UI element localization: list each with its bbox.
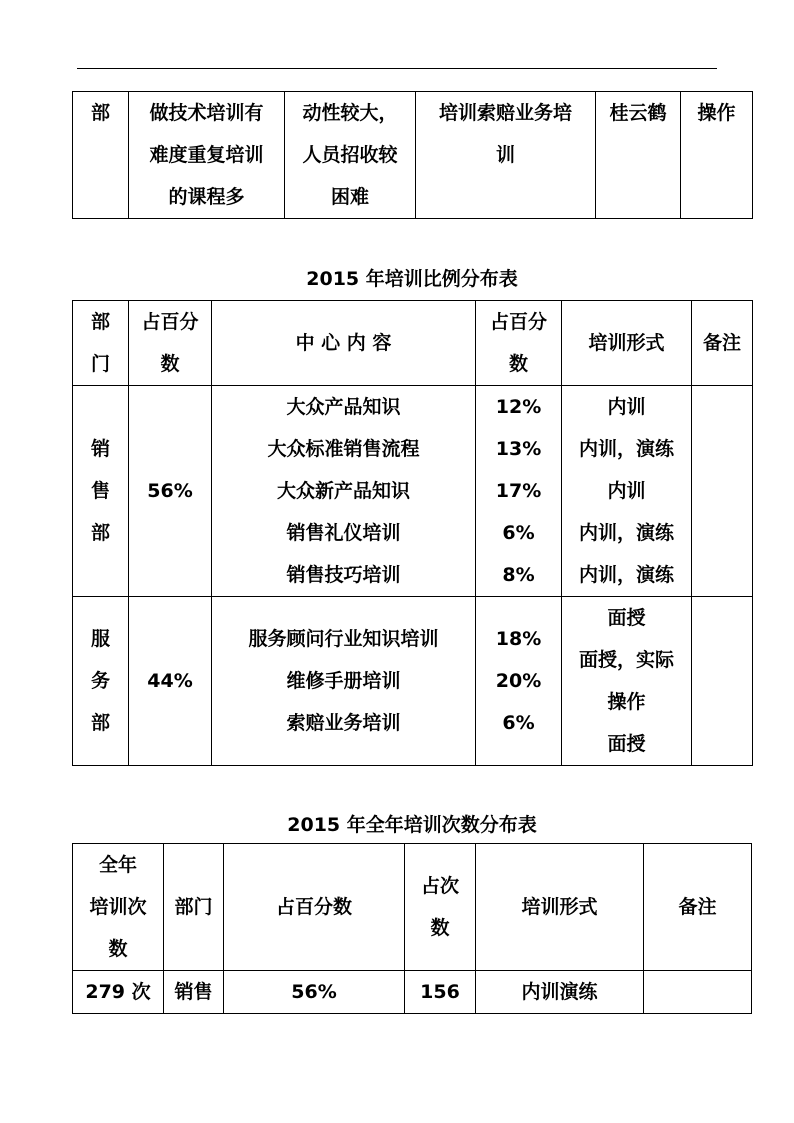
cell-lines [168,886,219,928]
pct-cell [129,597,212,766]
cell-line: 的课程多 [168,186,245,208]
cell-lines [480,618,557,744]
table-header-row [73,301,753,386]
cell-line: 面授 [607,607,646,629]
cell-line: 数 [430,917,450,939]
cell-line: 人员招收较 [302,144,398,166]
cell-line: 面授 [607,733,646,755]
cell-lines [566,386,687,596]
header-cell [164,844,224,971]
content-cell [212,597,476,766]
cell-line: 8% [502,564,535,586]
header-cell [476,844,644,971]
cell-line: 数 [108,938,128,960]
cell-lines [216,386,471,596]
cell-line: 大众标准销售流程 [267,438,420,460]
cell-lines [648,886,747,928]
cell-line: 难度重复培训 [149,144,264,166]
table-cell [416,92,596,219]
header-cell [224,844,405,971]
cell-lines [77,428,124,554]
cell-line: 桂云鹤 [609,102,667,124]
cell-line: 内训 [607,480,646,502]
header-cell [692,301,753,386]
cell-line: 销售技巧培训 [286,564,401,586]
header-cell [73,844,164,971]
pct-cell [476,597,562,766]
table-cell [164,971,224,1014]
cell-line: 内训，演练 [578,564,674,586]
cell-line: 销售 [174,981,213,1003]
cell-line: 17% [495,480,542,502]
continuation-table [72,91,753,219]
cell-line: 培训索赔业务培 [438,102,572,124]
cell-line: 占百分 [141,311,199,333]
cell-line: 6% [502,712,535,734]
cell-lines [133,660,207,702]
cell-line: 服务顾问行业知识培训 [248,628,439,650]
cell-lines [228,971,400,1013]
cell-lines [168,971,219,1013]
table-cell [644,971,752,1014]
cell-line: 部 [90,522,110,544]
table-cell [405,971,476,1014]
cell-line: 156 [420,981,460,1003]
cell-line: 大众产品知识 [286,396,401,418]
cell-line: 内训，演练 [578,522,674,544]
cell-lines [685,92,748,134]
cell-lines [566,322,687,364]
cell-line: 数 [508,353,528,375]
header-cell [129,301,212,386]
cell-line: 销售礼仪培训 [286,522,401,544]
cell-lines [480,301,557,385]
cell-line: 索赔业务培训 [286,712,401,734]
form-cell [562,386,692,597]
cell-line: 占百分数 [275,896,352,918]
cell-line: 18% [495,628,542,650]
cell-line: 内训演练 [521,981,598,1003]
cell-line: 培训形式 [588,332,665,354]
cell-line: 备注 [678,896,717,918]
dept-cell [73,597,129,766]
pct-cell [129,386,212,597]
cell-lines [216,322,471,364]
table-cell [73,92,129,219]
header-cell [562,301,692,386]
cell-line: 44% [147,670,193,692]
cell-line: 占百分 [489,311,547,333]
cell-line: 大众新产品知识 [276,480,410,502]
cell-line: 售 [90,480,110,502]
cell-lines [77,844,159,970]
cell-line: 培训形式 [521,896,598,918]
cell-lines [566,597,687,765]
table-row [73,92,753,219]
cell-line: 部 [90,712,110,734]
table-caption: 2015 年培训比例分布表 [306,268,518,290]
table-row [73,971,752,1014]
cell-line: 面授，实际 [578,649,674,671]
cell-lines [77,92,124,134]
cell-line: 操作 [697,102,736,124]
table-cell [285,92,416,219]
cell-line: 培训次 [89,896,147,918]
cell-line: 56% [147,480,193,502]
cell-lines [420,92,591,176]
cell-line: 动性较大， [302,102,398,124]
cell-lines [216,618,471,744]
cell-line: 训 [495,144,515,166]
cell-lines [696,322,748,364]
table-row [73,597,753,766]
note-cell [692,597,753,766]
cell-line: 6% [502,522,535,544]
table-cell [224,971,405,1014]
dept-cell [73,386,129,597]
cell-line: 门 [90,353,110,375]
cell-line: 数 [160,353,180,375]
cell-line: 备注 [702,332,741,354]
table-row [73,386,753,597]
cell-line: 部 [90,102,110,124]
content-cell [212,386,476,597]
table-caption: 2015 年全年培训次数分布表 [287,814,537,836]
cell-lines [133,92,280,218]
cell-lines [480,971,639,1013]
table-cell [73,971,164,1014]
header-cell [405,844,476,971]
cell-line: 部门 [174,896,213,918]
cell-lines [409,971,471,1013]
cell-lines [600,92,676,134]
annual-training-count-table [72,843,752,1014]
cell-line: 占次 [420,875,459,897]
table-cell [596,92,681,219]
table-header-row [73,844,752,971]
header-cell [644,844,752,971]
cell-lines [289,92,411,218]
cell-line: 部 [90,311,110,333]
cell-lines [77,618,124,744]
cell-lines [480,886,639,928]
cell-line: 维修手册培训 [286,670,401,692]
cell-line: 279 次 [85,981,151,1003]
cell-lines [133,470,207,512]
cell-line: 全年 [98,854,137,876]
cell-lines [77,301,124,385]
form-cell [562,597,692,766]
cell-line: 操作 [607,691,646,713]
pct-cell [476,386,562,597]
cell-line: 服 [90,628,110,650]
cell-line: 做技术培训有 [149,102,264,124]
header-cell [212,301,476,386]
cell-line: 56% [291,981,337,1003]
table-cell [129,92,285,219]
cell-line: 务 [90,670,110,692]
training-ratio-table [72,300,753,766]
header-rule [77,68,717,69]
note-cell [692,386,753,597]
cell-line: 20% [495,670,542,692]
cell-line: 销 [90,438,110,460]
cell-line: 内训，演练 [578,438,674,460]
cell-line: 13% [495,438,542,460]
table-cell [476,971,644,1014]
cell-lines [409,865,471,949]
header-cell [476,301,562,386]
cell-line: 中 心 内 容 [295,332,392,354]
cell-lines [133,301,207,385]
cell-line: 困难 [330,186,369,208]
cell-lines [77,971,159,1013]
table-cell [681,92,753,219]
cell-line: 内训 [607,396,646,418]
cell-lines [228,886,400,928]
cell-lines [480,386,557,596]
header-cell [73,301,129,386]
cell-line: 12% [495,396,542,418]
